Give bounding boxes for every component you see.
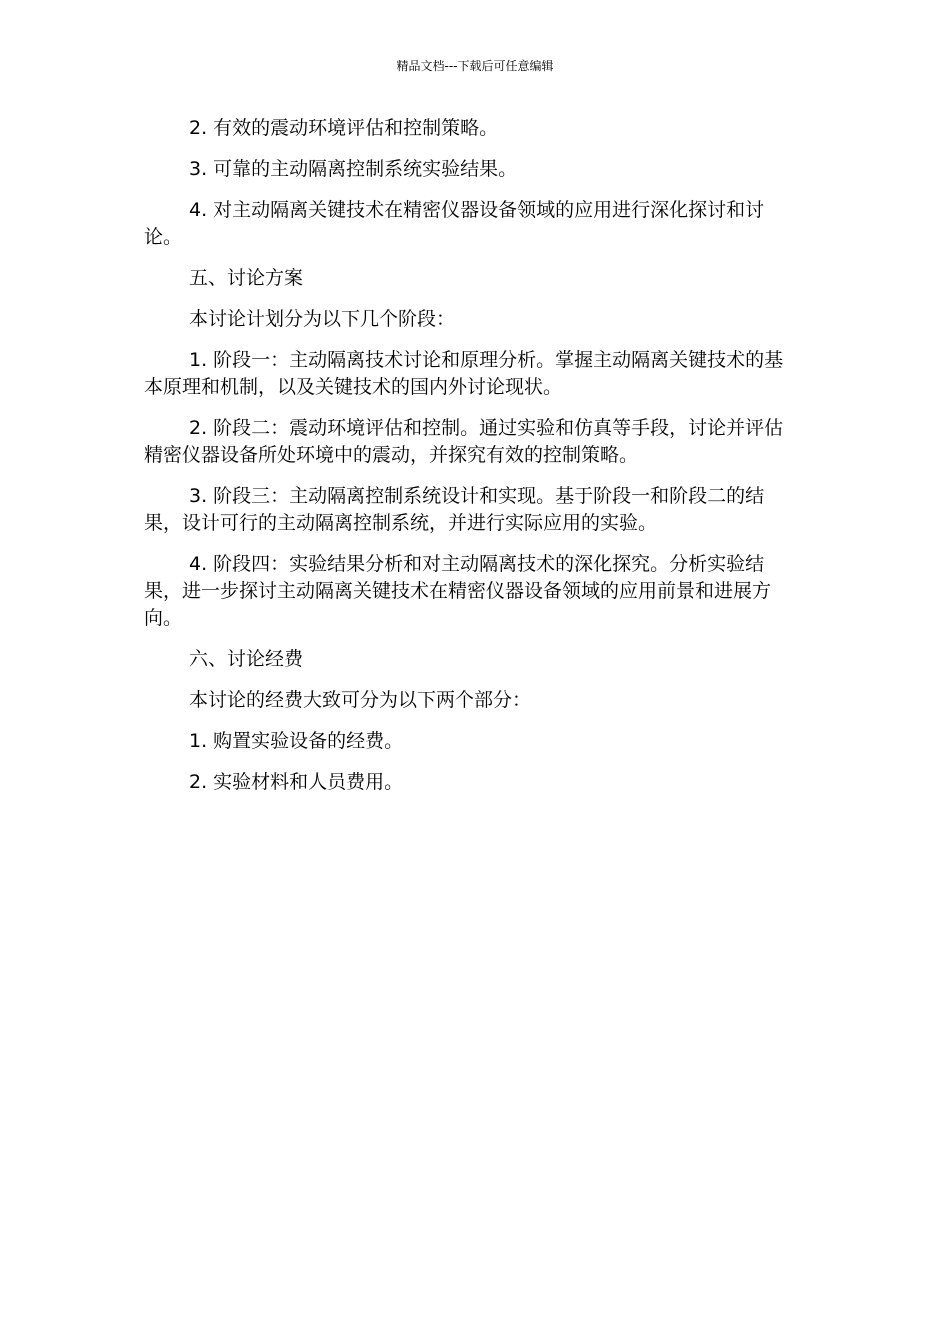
outcome-item-3: 3. 可靠的主动隔离控制系统实验结果。 bbox=[189, 158, 518, 180]
page-header: 精品文档---下载后可任意编辑 bbox=[396, 59, 554, 73]
section-heading-plan: 五、讨论方案 bbox=[189, 267, 304, 289]
plan-intro: 本讨论计划分为以下几个阶段： bbox=[189, 308, 456, 330]
plan-stage-1: 1. 阶段一：主动隔离技术讨论和原理分析。掌握主动隔离关键技术的基本原理和机制，以及关键技术的国内外讨论现状。 bbox=[144, 349, 784, 398]
outcome-item-2: 2. 有效的震动环境评估和控制策略。 bbox=[189, 117, 499, 139]
document-body bbox=[144, 115, 799, 810]
plan-stage-2: 2. 阶段二：震动环境评估和控制。通过实验和仿真等手段，讨论并评估精密仪器设备所处环境中的震动，并探究有效的控制策略。 bbox=[144, 417, 784, 466]
budget-item-1: 1. 购置实验设备的经费。 bbox=[189, 730, 404, 752]
budget-item-2: 2. 实验材料和人员费用。 bbox=[189, 771, 404, 793]
section-heading-budget: 六、讨论经费 bbox=[189, 648, 304, 670]
outcome-item-4: 4. 对主动隔离关键技术在精密仪器设备领域的应用进行深化探讨和讨论。 bbox=[144, 199, 765, 248]
plan-stage-4: 4. 阶段四：实验结果分析和对主动隔离技术的深化探究。分析实验结果，进一步探讨主动隔离关键技术在精密仪器设备领域的应用前景和进展方向。 bbox=[144, 553, 772, 629]
budget-intro: 本讨论的经费大致可分为以下两个部分： bbox=[189, 689, 532, 711]
plan-stage-3: 3. 阶段三：主动隔离控制系统设计和实现。基于阶段一和阶段二的结果，设计可行的主动隔离控制系统，并进行实际应用的实验。 bbox=[144, 485, 765, 534]
